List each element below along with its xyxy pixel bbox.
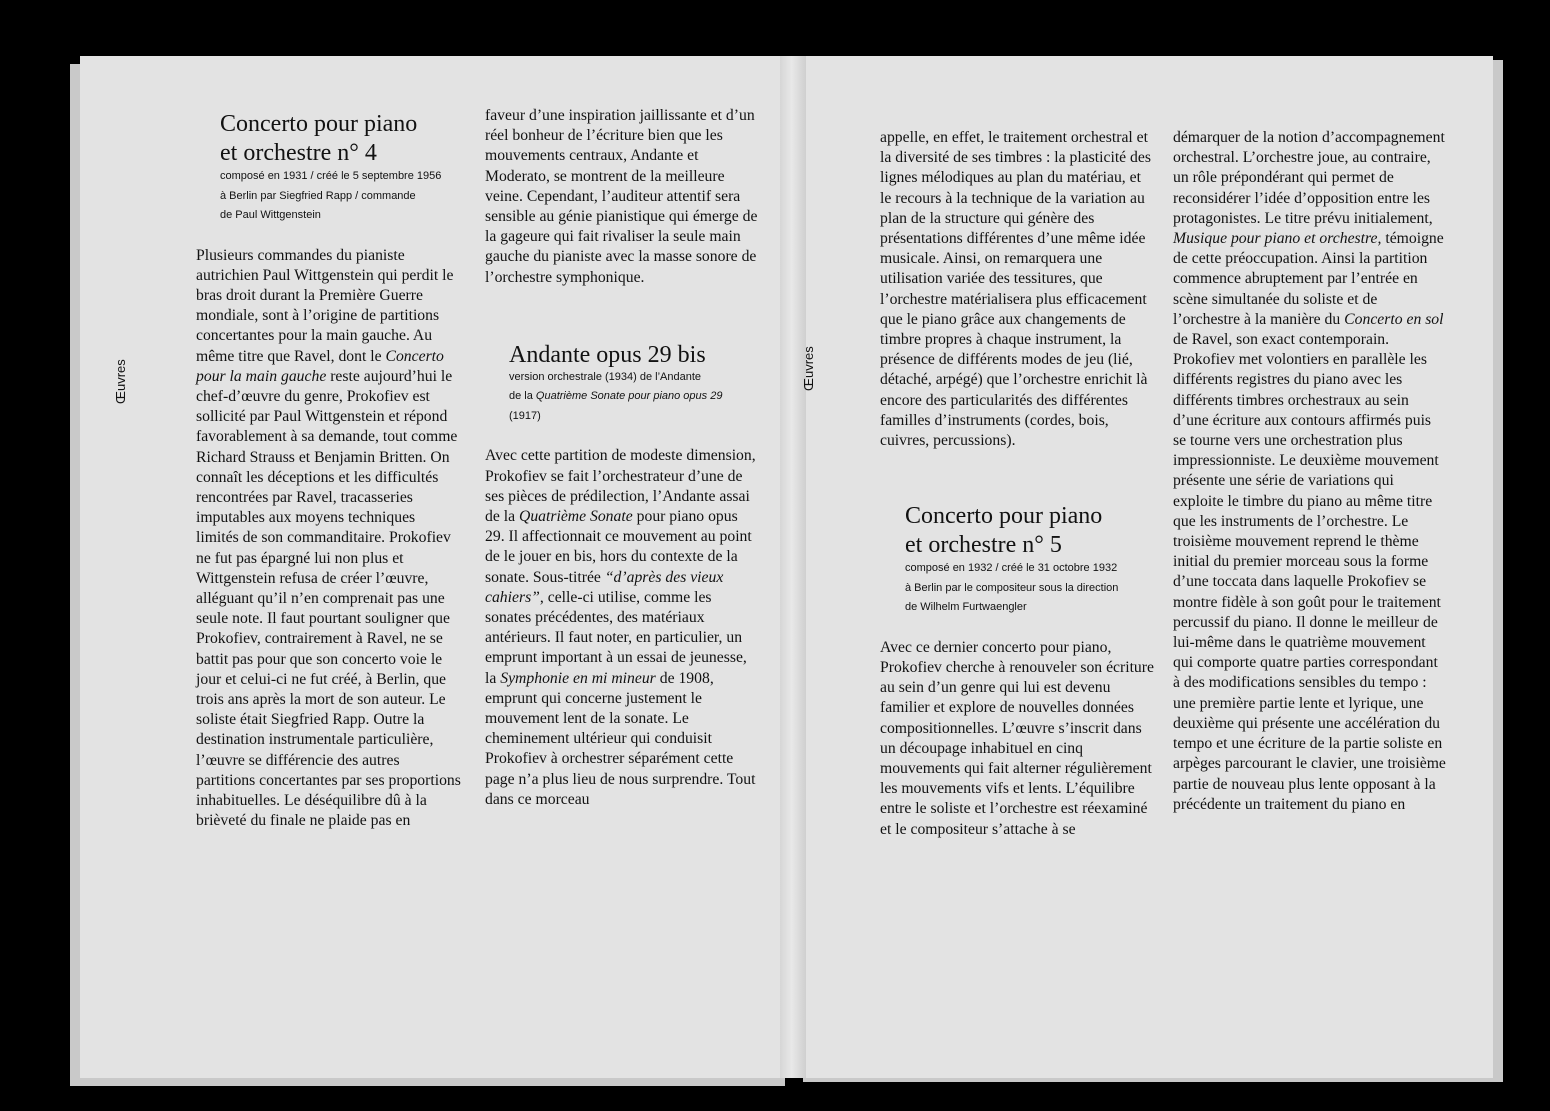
andante-body-text-1: Avec cette partition de modeste dimension, Prokofiev se fait l’orchestrateur d’une de ses pièces de prédilection, l’Andante assai de la — [485, 447, 756, 525]
concerto4-meta-line2: à Berlin par Siegfried Rapp / commande — [220, 189, 416, 202]
andante-title: Andante opus 29 bis — [509, 341, 706, 368]
concerto5-title-line2: et orchestre n° 5 — [905, 532, 1062, 559]
concerto5-header — [880, 502, 1154, 618]
concerto4-body — [196, 246, 461, 832]
andante-body-italic-1: Quatrième Sonate — [518, 507, 633, 525]
concerto4-title-line1: Concerto pour piano — [220, 111, 418, 137]
concerto4-body-text-1: Plusieurs commandes du pianiste autrichien Paul Wittgenstein qui perdit le bras droit durant la Première Guerre mondiale, sont à l’origine de partitions concertantes pour la main gauche. Au même titre que Ravel, dont le — [196, 246, 454, 365]
concerto5-meta-line3: de Wilhelm Furtwaengler — [905, 601, 1027, 614]
andante-continuation: appelle, en effet, le traitement orchestral et la diversité de ses timbres : la plasticité des lignes mélodiques au plan du matériau, et le recours à la technique de la variation au plan de la structure qui génère des présentations différentes d’une même idée musicale. Ainsi, on remarquera une utilisation variée des tessitures, que l’orchestre matérialisera plus efficacement que le piano grâce aux changements de timbre propres à chaque instrument, la présence de différents modes de jeu (lié, détaché, arpégé) que l’orchestre enrichit là encore des particularités des différentes familles d’instruments (cordes, bois, cuivres, percussions). — [880, 129, 1151, 450]
concerto5-cont-italic-1: Musique pour piano et orchestre, — [1173, 230, 1382, 248]
concerto4-title — [220, 110, 461, 168]
concerto5-title-line1: Concerto pour piano — [905, 503, 1103, 530]
andante-meta-line2-italic: Quatrième Sonate pour piano opus 29 — [535, 390, 723, 403]
concerto5-continuation — [1173, 128, 1448, 815]
andante-meta-line1: version orchestrale (1934) de l’Andante — [509, 370, 702, 383]
concerto5-meta — [905, 559, 1154, 618]
andante-body-text-4: de 1908, emprunt qui concerne justement le mouvement lent de la sonate. Le cheminement ultérieur qui conduisit Prokofiev à orchestrer séparément cette page n’a plus lieu de nous surprendre. Tout dans ce morceau — [485, 669, 756, 808]
concerto5-cont-text-2: témoigne de cette préoccupation. Ainsi la partition commence abruptement par l’entrée en scène simultanée du soliste et de l’orchestre à la manière du — [1173, 230, 1444, 328]
concerto5-cont-italic-2: Concerto en sol — [1344, 310, 1444, 328]
concerto4-meta-line3: de Paul Wittgenstein — [220, 209, 321, 221]
concerto4-title-line2: et orchestre n° 4 — [220, 140, 377, 166]
andante-body-italic-3: Symphonie en mi mineur — [500, 669, 656, 687]
section-label-right: Œuvres — [801, 346, 816, 391]
concerto4-meta-line1: composé en 1931 / créé le 5 septembre 1956 — [220, 170, 442, 182]
concerto5-meta-line2: à Berlin par le compositeur sous la direction — [905, 581, 1119, 594]
andante-body-italic-2: “d’après des vieux cahiers” — [485, 568, 724, 606]
left-column-1 — [196, 110, 461, 831]
concerto4-body-italic-1: Concerto pour la main gauche — [196, 347, 444, 385]
andante-header — [485, 341, 759, 427]
book-gutter — [780, 56, 806, 1078]
andante-meta-line2-prefix: de la — [509, 390, 536, 403]
concerto5-meta-line1: composé en 1932 / créé le 31 octobre 1932 — [905, 562, 1118, 575]
andante-body-text-3: , celle-ci utilise, comme les sonates précédentes, des matériaux antérieurs. Il faut noter, en particulier, un emprunt important à un essai de jeunesse, la — [485, 588, 747, 687]
concerto4-header — [196, 110, 461, 226]
right-column-2 — [1173, 128, 1448, 815]
concerto4-meta — [220, 167, 461, 226]
andante-meta-line3: (1917) — [509, 409, 541, 422]
andante-body — [485, 446, 759, 810]
concerto5-cont-text-3: de Ravel, son exact contemporain. Prokofiev met volontiers en parallèle les différents registres du piano avec les différents timbres orchestraux au sein d’une écriture aux contours affirmés puis se tourne vers une orchestration plus impressionniste. Le deuxième mouvement présente une série de variations qui exploite le timbre du piano au même titre que les instruments de l’orchestre. Le troisième mouvement reprend le thème initial du premier morceau sous la forme d’une toccata dans laquelle Prokofiev se montre fidèle à son goût pour le traitement percussif du piano. Il donne le meilleur de lui-même dans le quatrième mouvement qui comporte quatre parties correspondant à des modifications sensibles du tempo : une première partie lente et lyrique, une deuxième qui présente une accélération du tempo et une écriture de la partie soliste en arpèges parcourant le clavier, une troisième partie de nouveau plus lente opposant à la précédente un traitement du piano en — [1173, 331, 1446, 813]
concerto5-title — [905, 502, 1154, 560]
section-label-left: Œuvres — [113, 359, 128, 404]
concerto4-body-text-2: reste aujourd’hui le chef-d’œuvre du genre, Prokofiev est sollicité par Paul Wittgenstein et répond favorablement à sa demande, tout comme Richard Strauss et Benjamin Britten. On connaît les déceptions et les difficultés rencontrées par Ravel, tracasseries imputables aux moyens techniques limités de son commanditaire. Prokofiev ne fut pas épargné lui non plus et Wittgenstein refusa de créer l’œuvre, alléguant qu’il n’en comprenait pas une seule note. Il faut pourtant souligner que Prokofiev, contrairement à Ravel, ne se battit pas pour que son concerto voie le jour et celui-ci ne fut créé, à Berlin, que trois ans après la mort de son auteur. Le soliste était Siegfried Rapp. Outre la destination instrumentale particulière, l’œuvre se différencie des autres partitions concertantes par ses proportions inhabituelles. Le déséquilibre dû à la brièveté du finale ne plaide pas en — [196, 367, 461, 830]
right-column-1 — [880, 128, 1154, 840]
concerto4-continuation: faveur d’une inspiration jaillissante et d’un réel bonheur de l’écriture bien que les mouvements centraux, Andante et Moderato, se montrent de la meilleure veine. Cependant, l’auditeur attentif sera sensible au génie pianistique qui émerge de la gageure qui fait rivaliser la seule main gauche du pianiste avec la masse sonore de l’orchestre symphonique. — [485, 107, 758, 286]
andante-body-text-2: pour piano opus 29. Il affectionnait ce mouvement au point de le jouer en bis, hors du contexte de la sonate. Sous-titrée — [485, 507, 752, 586]
concerto5-body: Avec ce dernier concerto pour piano, Prokofiev cherche à renouveler son écriture au sein d’un genre qui lui est devenu familier et explore de nouvelles données compositionnelles. L’œuvre s’inscrit dans un découpage inhabituel en cinq mouvements qui fait alterner régulièrement les mouvements vifs et lents. L’équilibre entre le soliste et l’orchestre est réexaminé et le compositeur s’attache à se — [880, 638, 1154, 838]
left-column-2 — [485, 106, 759, 810]
andante-meta — [509, 368, 759, 427]
concerto5-cont-text-1: démarquer de la notion d’accompagnement orchestral. L’orchestre joue, au contraire, un rôle prépondérant qui permet de reconsidérer l’idée d’opposition entre les protagonistes. Le titre prévu initialement, — [1173, 129, 1445, 227]
